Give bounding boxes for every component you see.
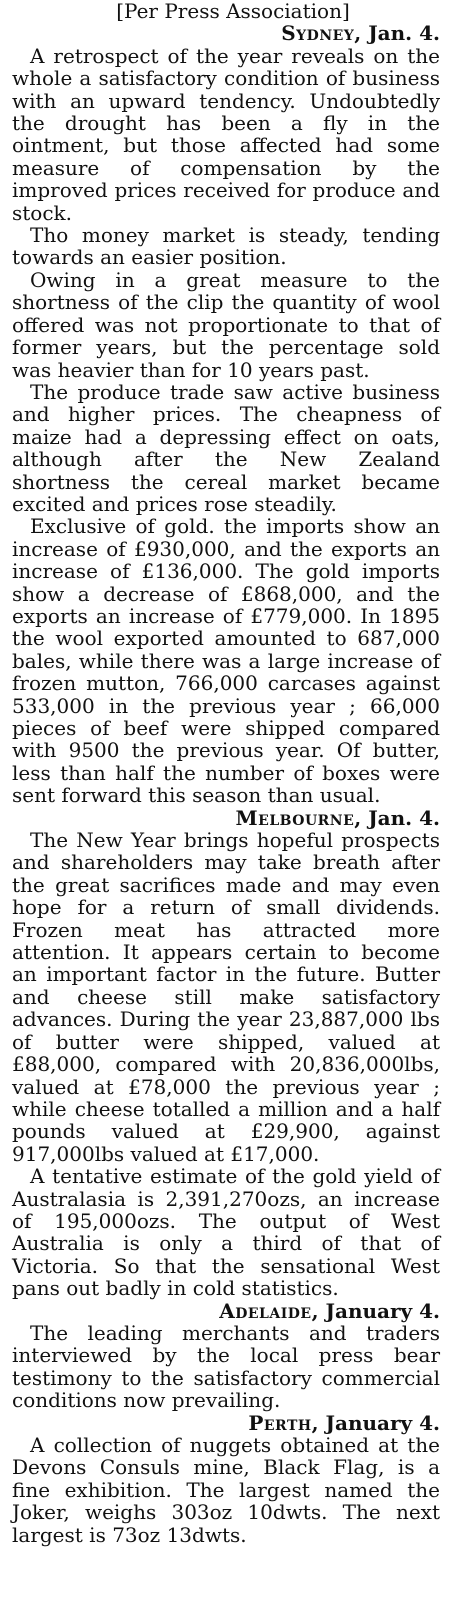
- dateline-city: Adelaide: [219, 1298, 312, 1323]
- paragraph: A tentative estimate of the gold yield of Australasia is 2,391,270ozs, an increase of 195,000ozs. The output of West Australia is only a third of that of Victoria. So that the sensational West pans out badly in cold statistics.: [12, 1164, 440, 1301]
- paragraph: The produce trade saw active business and higher prices. The cheapness of maize had a depressing effect on oats, although after the New Zealand shortness the cereal market became excited and prices rose steadily.: [12, 379, 440, 516]
- dateline-date: Jan. 4.: [368, 21, 440, 46]
- dateline: Adelaide, January 4.: [219, 1298, 440, 1323]
- paragraph: The New Year brings hopeful prospects and shareholders may take breath after the great sacrifices made and may even hope for a return of small dividends. Frozen meat has attracted more attention. It appears certain to become an important factor in the future. Butter and cheese still make satisfactory advances. During the year 23,887,000 lbs of butter were shipped, valued at £88,000, compared with 20,836,000lbs, valued at £78,000 the previous year ; while cheese totalled a million and a half pounds valued at £29,900, against 917,000lbs valued at £17,000.: [12, 828, 440, 1166]
- section-sydney: [12, 22, 440, 806]
- dateline: Sydney, Jan. 4.: [281, 21, 440, 46]
- dateline-date: January 4.: [325, 1298, 440, 1323]
- paragraph: Tho money market is steady, tending towards an easier position.: [12, 223, 440, 270]
- paragraph: A retrospect of the year reveals on the whole a satisfactory condition of business with an upward tendency. Undoubtedly the drought has been a fly in the ointment, but those affected had some measure of compensation by the improved prices received for produce and stock.: [12, 43, 440, 225]
- dateline-city: Perth: [248, 1410, 312, 1435]
- dateline-city: Sydney: [281, 21, 355, 46]
- paragraph: A collection of nuggets obtained at the Devons Consuls mine, Black Flag, is a fine exhibition. The largest named the Joker, weighs 303oz 10dwts. The next largest is 73oz 13dwts.: [12, 1433, 440, 1547]
- dateline-date: Jan. 4.: [368, 805, 440, 830]
- section-melbourne: [12, 807, 440, 1300]
- paragraph: Exclusive of gold. the imports show an increase of £930,000, and the exports an increase of £136,000. The gold imports show a decrease of £868,000, and the exports an increase of £779,000. In 1895 the wool exported amounted to 687,000 bales, while there was a large increase of frozen mutton, 766,000 carcases against 533,000 in the previous year ; 66,000 pieces of beef were shipped compared with 9500 the previous year. Of butter, less than half the number of boxes were sent forward this season than usual.: [12, 514, 440, 808]
- byline: [Per Press Association]: [116, 0, 350, 23]
- section-adelaide: [12, 1300, 440, 1412]
- dateline-city: Melbourne: [235, 805, 355, 830]
- dateline-date: January 4.: [325, 1410, 440, 1435]
- section-perth: [12, 1412, 440, 1546]
- dateline: Melbourne, Jan. 4.: [235, 805, 440, 830]
- paragraph: Owing in a great measure to the shortness of the clip the quantity of wool offered was not proportionate to that of former years, but the percentage sold was heavier than for 10 years past.: [12, 267, 440, 382]
- paragraph: The leading merchants and traders interviewed by the local press bear testimony to the satisfactory commercial conditions now prevailing.: [12, 1320, 440, 1413]
- dateline: Perth, January 4.: [248, 1410, 440, 1435]
